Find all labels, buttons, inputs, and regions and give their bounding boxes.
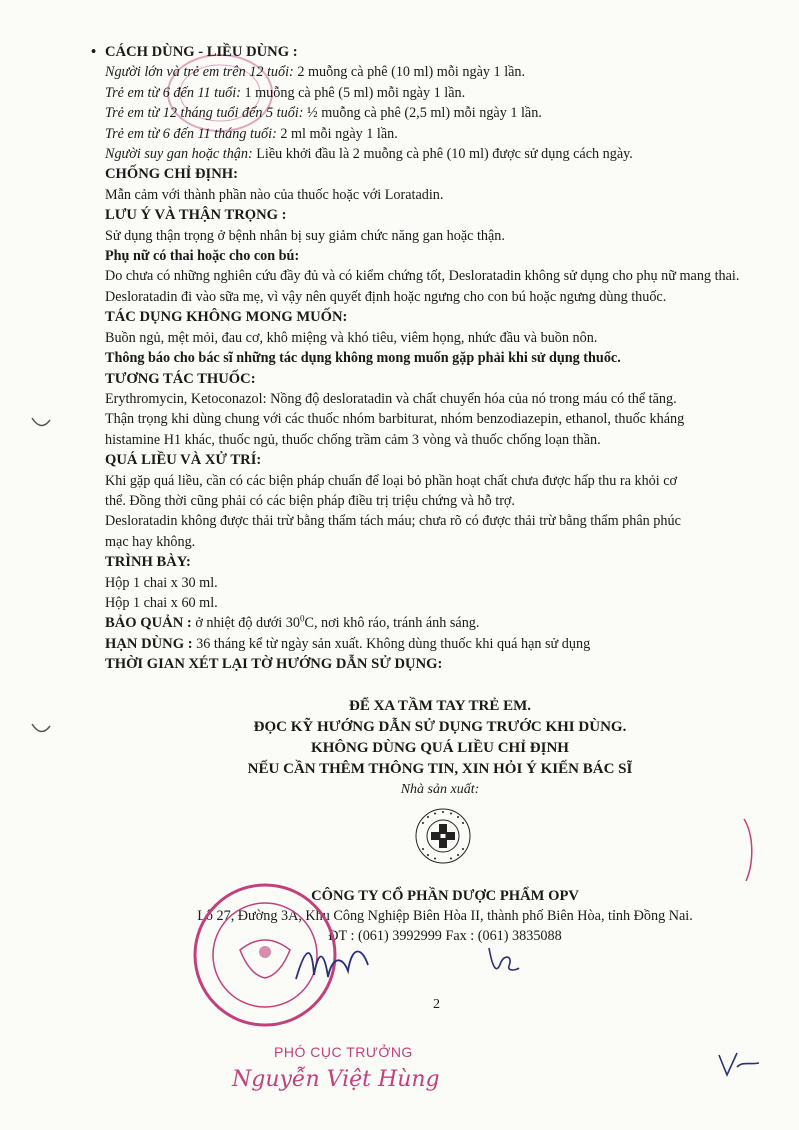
warning-line: ĐỂ XA TẦM TAY TRẺ EM. [349, 698, 531, 714]
company-address: Lô 27, Đường 3A, Khu Công Nghiệp Biên Hòa II, thành phố Biên Hòa, tỉnh Đồng Nai. [197, 908, 693, 924]
signature-initial [483, 940, 523, 980]
punch-mark [30, 416, 52, 430]
signature-mark [715, 1045, 765, 1085]
warnings-block [200, 696, 680, 799]
section-heading-interactions: TƯƠNG TÁC THUỐC: [105, 370, 256, 387]
overdose-text: mạc hay không. [105, 533, 196, 550]
signer-title: PHÓ CỤC TRƯỞNG [274, 1044, 413, 1060]
section-heading-contraindications: CHỐNG CHỈ ĐỊNH: [105, 166, 238, 183]
presentation-item: Hộp 1 chai x 60 ml. [105, 594, 218, 611]
shelf-life-line: HẠN DÙNG : 36 tháng kể từ ngày sản xuất. Không dùng thuốc khi quá hạn sử dụng [105, 635, 591, 652]
dosage-row: Trẻ em từ 12 tháng tuổi đến 5 tuổi: ½ muỗng cà phê (2,5 ml) mỗi ngày 1 lần. [105, 105, 542, 122]
section-heading-dosage: • CÁCH DÙNG - LIỀU DÙNG : [105, 42, 775, 62]
leaflet-body [91, 42, 775, 675]
company-logo-icon [413, 806, 473, 866]
section-heading-overdose: QUÁ LIỀU VÀ XỬ TRÍ: [105, 452, 262, 469]
punch-mark [30, 722, 52, 736]
warning-line: NẾU CẦN THÊM THÔNG TIN, XIN HỎI Ý KIẾN BÁC SĨ [247, 761, 633, 777]
storage-line: BẢO QUẢN : ở nhiệt độ dưới $30^0C$, nơi khô ráo, tránh ánh sáng. [105, 613, 480, 632]
dosage-row: Trẻ em từ 6 đến 11 tuổi: 1 muỗng cà phê (5 ml) mỗi ngày 1 lần. [105, 84, 466, 101]
side-effects-note: Thông báo cho bác sĩ những tác dụng không mong muốn gặp phải khi sử dụng thuốc. [105, 350, 621, 367]
section-heading-side-effects: TÁC DỤNG KHÔNG MONG MUỐN: [105, 309, 348, 326]
interaction-text: Thận trọng khi dùng chung với các thuốc nhóm barbiturat, nhóm benzodiazepin, ethanol, thuốc kháng [105, 411, 685, 428]
warning-line: KHÔNG DÙNG QUÁ LIỀU CHỈ ĐỊNH [311, 740, 569, 756]
breastfeeding-text: Desloratadin đi vào sữa mẹ, vì vậy nên quyết định hoặc ngưng cho con bú hoặc ngưng dùng thuốc. [105, 288, 667, 305]
contraindication-text: Mẫn cảm với thành phần nào của thuốc hoặc với Loratadin. [105, 186, 444, 203]
overdose-text: thể. Đồng thời cũng phải có các biện pháp điều trị triệu chứng và hỗ trợ. [105, 492, 515, 509]
signer-name: Nguyễn Việt Hùng [232, 1067, 440, 1092]
section-heading-review-date: THỜI GIAN XÉT LẠI TỜ HƯỚNG DẪN SỬ DỤNG: [105, 656, 443, 673]
warning-line: ĐỌC KỸ HƯỚNG DẪN SỬ DỤNG TRƯỚC KHI DÙNG. [253, 719, 627, 735]
side-effects-text: Buồn ngủ, mệt mỏi, đau cơ, khô miệng và khó tiêu, viêm họng, nhức đầu và buồn nôn. [105, 329, 598, 346]
section-heading-pregnancy: Phụ nữ có thai hoặc cho con bú: [105, 248, 300, 265]
section-heading-presentation: TRÌNH BÀY: [105, 554, 191, 571]
interaction-text: histamine H1 khác, thuốc ngủ, thuốc chống trầm cảm 3 vòng và thuốc chống loạn thần. [105, 431, 601, 448]
dosage-row: Người lớn và trẻ em trên 12 tuổi: 2 muỗng cà phê (10 ml) mỗi ngày 1 lần. [105, 64, 526, 81]
manufacturer-label: Nhà sản xuất: [400, 782, 480, 797]
company-contact: ĐT : (061) 3992999 Fax : (061) 3835088 [328, 928, 562, 944]
bullet-icon: • [91, 44, 97, 60]
overdose-text: Desloratadin không được thải trừ bằng thẩm tách máu; chưa rõ có được thải trừ bằng thẩm phân phúc [105, 513, 681, 530]
signature-main [292, 935, 372, 995]
company-name: CÔNG TY CỔ PHẦN DƯỢC PHẨM OPV [311, 888, 579, 904]
section-heading-precautions: LƯU Ý VÀ THẬN TRỌNG : [105, 207, 287, 224]
dosage-row: Trẻ em từ 6 đến 11 tháng tuổi: 2 ml mỗi ngày 1 lần. [105, 125, 398, 142]
precaution-text: Sử dụng thận trọng ở bệnh nhân bị suy giảm chức năng gan hoặc thận. [105, 227, 505, 244]
overdose-text: Khi gặp quá liều, cần có các biện pháp chuẩn để loại bỏ phần hoạt chất chưa được hấp thu ra khỏi cơ [105, 472, 678, 489]
ink-stroke [738, 815, 758, 885]
presentation-item: Hộp 1 chai x 30 ml. [105, 574, 218, 591]
dosage-row: Người suy gan hoặc thận: Liều khởi đầu là 2 muỗng cà phê (10 ml) được sử dụng cách ngày. [105, 146, 633, 163]
page-number: 2 [433, 997, 440, 1012]
pregnancy-text: Do chưa có những nghiên cứu đầy đủ và có kiểm chứng tốt, Desloratadin không sử dụng cho phụ nữ mang thai. [105, 268, 740, 285]
interaction-text: Erythromycin, Ketoconazol: Nồng độ desloratadin và chất chuyển hóa của nó trong máu có thể tăng. [105, 390, 677, 407]
